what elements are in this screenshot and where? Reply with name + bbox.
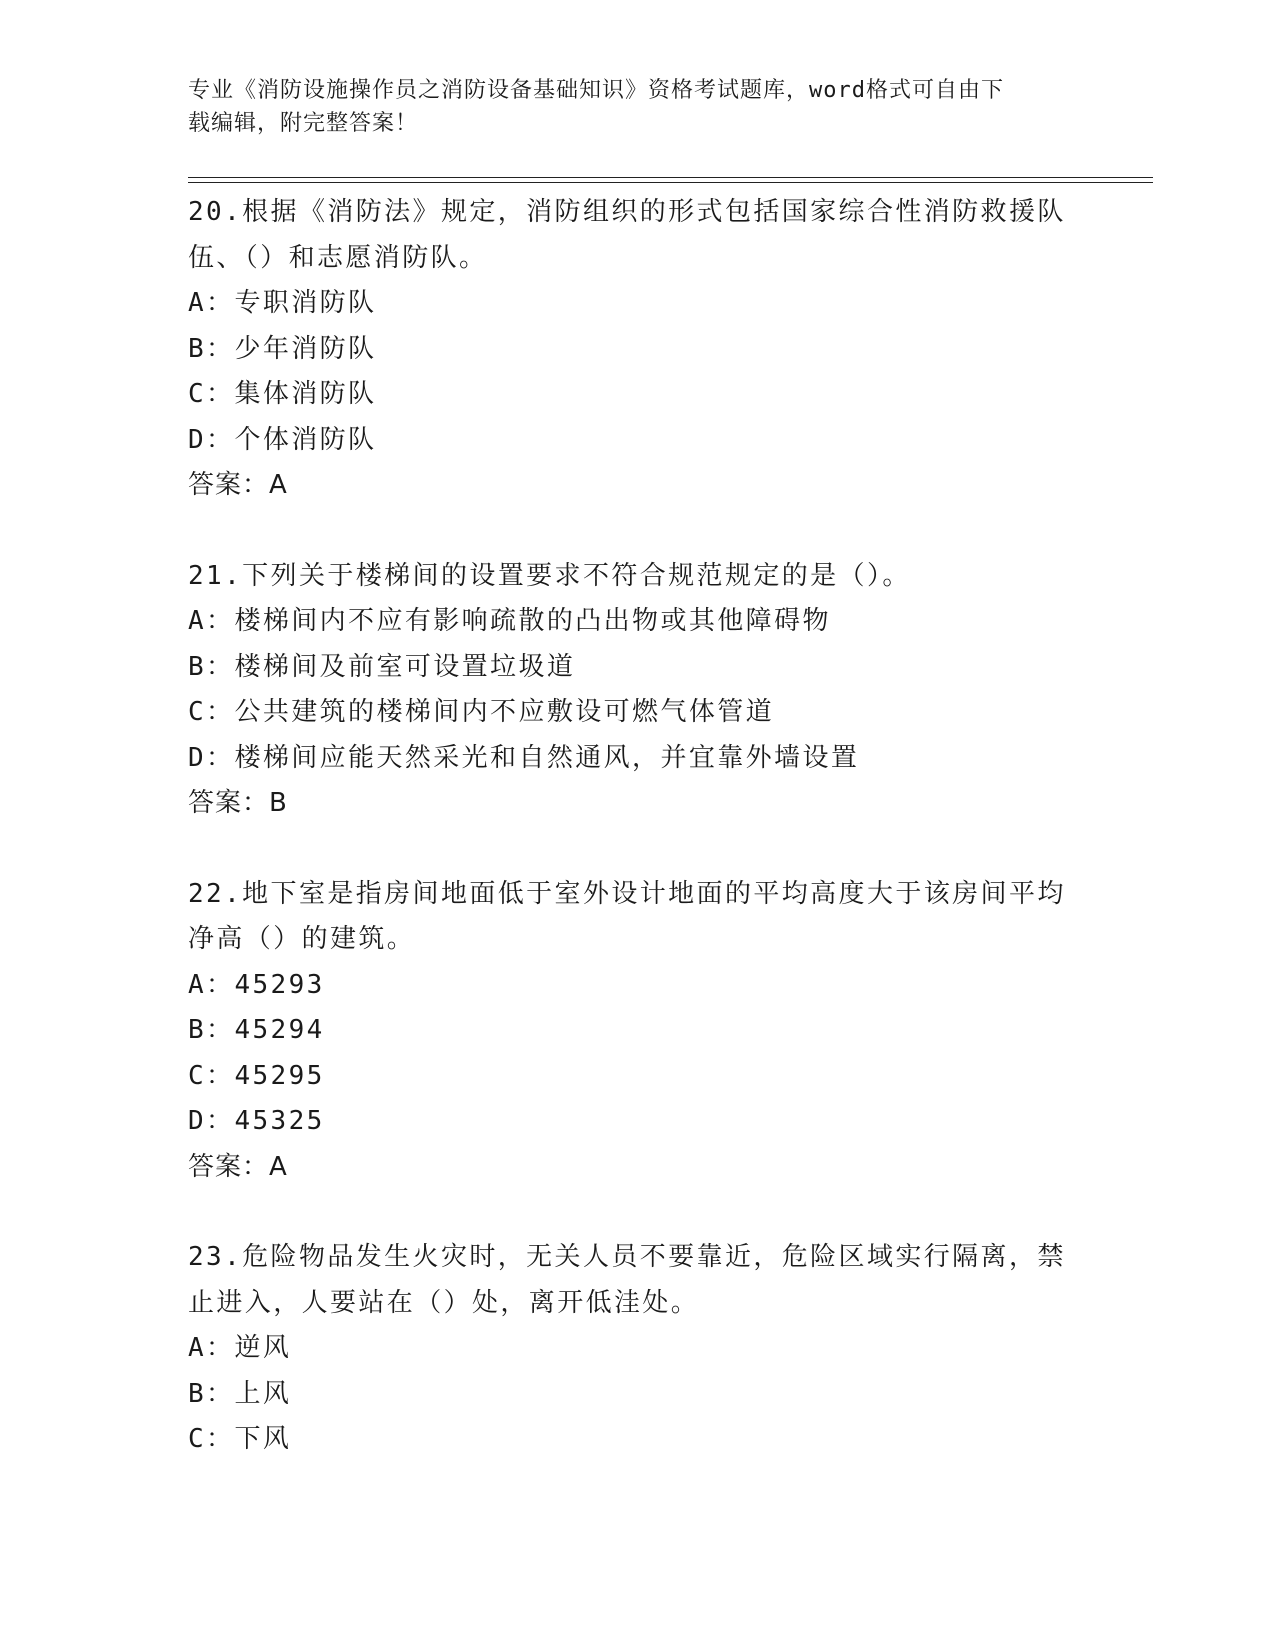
option-b: B：45294 [188,1015,325,1045]
option-b: B：少年消防队 [188,333,377,364]
option-a: A：45293 [188,969,325,1000]
option-b: B：上风 [188,1378,292,1409]
question-stem: 21.下列关于楼梯间的设置要求不符合规范规定的是（）。 [188,560,911,591]
option-c: C：集体消防队 [188,379,377,409]
option-a: A：逆风 [188,1333,292,1363]
answer-label: 答案：A [188,1151,288,1182]
question-20 [188,190,1088,509]
option-c: C：45295 [188,1060,325,1091]
option-d: D：楼梯间应能天然采光和自然通风，并宜靠外墙设置 [188,742,860,773]
question-stem: 20.根据《消防法》规定，消防组织的形式包括国家综合性消防救援队伍、（）和志愿消防队。 [188,197,1066,273]
question-22 [188,872,1088,1191]
header-line-2: 载编辑，附完整答案！ [188,111,419,136]
header-rule-bottom [188,182,1153,183]
question-stem: 23.危险物品发生火灾时，无关人员不要靠近，危险区域实行隔离，禁止进入，人要站在（）处，离开低洼处。 [188,1242,1066,1318]
document-header [188,74,1068,140]
question-21 [188,554,1088,827]
option-c: C：公共建筑的楼梯间内不应敷设可燃气体管道 [188,697,775,727]
question-list [188,190,1088,1463]
answer-label: 答案：B [188,788,288,818]
answer-label: 答案：A [188,470,288,500]
option-a: A：楼梯间内不应有影响疏散的凸出物或其他障碍物 [188,606,831,636]
option-a: A：专职消防队 [188,288,377,318]
question-stem: 22.地下室是指房间地面低于室外设计地面的平均高度大于该房间平均净高（）的建筑。 [188,878,1066,954]
question-23 [188,1235,1088,1463]
option-d: D：45325 [188,1106,325,1136]
option-b: B：楼梯间及前室可设置垃圾道 [188,651,576,682]
header-rule-top [188,177,1153,178]
option-c: C：下风 [188,1424,292,1454]
header-line-1: 专业《消防设施操作员之消防设备基础知识》资格考试题库，word格式可自由下 [188,78,1004,103]
option-d: D：个体消防队 [188,424,377,455]
